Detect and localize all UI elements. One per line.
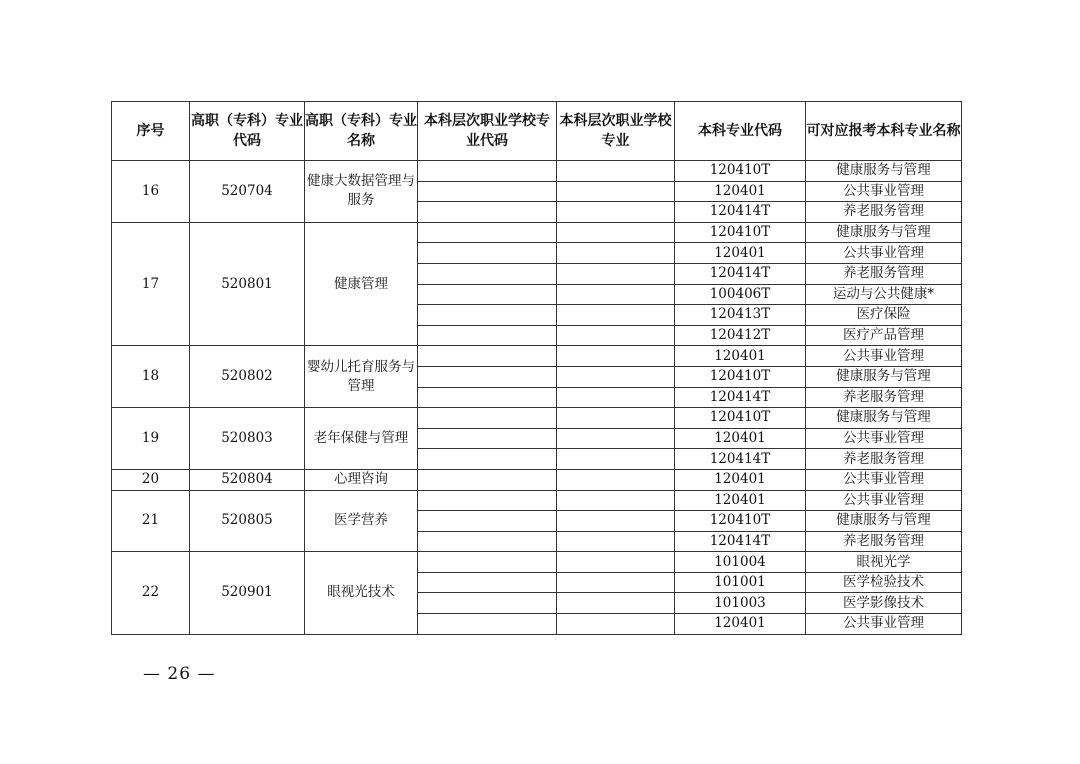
bkzy-major-cell [557,346,675,367]
table-row [112,469,962,490]
bkzy-code-cell [418,490,557,511]
bk-code-cell: 101003 [675,593,806,614]
bkzy-major-cell [557,305,675,326]
header-zk-code: 高职（专科）专业代码 [190,102,305,161]
table-row [112,552,962,573]
bkzy-major-cell [557,490,675,511]
seq-cell: 21 [112,490,190,552]
bk-code-cell: 120401 [675,614,806,635]
bkzy-code-cell [418,263,557,284]
bkzy-major-cell [557,593,675,614]
bk-code-cell: 120401 [675,490,806,511]
header-bkzy-code: 本科层次职业学校专业代码 [418,102,557,161]
bk-name-cell: 公共事业管理 [806,243,962,264]
bkzy-major-cell [557,181,675,202]
bk-name-cell: 健康服务与管理 [806,161,962,182]
table-row [112,222,962,243]
zk-code-cell: 520801 [190,222,305,346]
seq-cell: 17 [112,222,190,346]
bk-code-cell: 120414T [675,449,806,470]
zk-name-cell: 医学营养 [305,490,418,552]
zk-code-cell: 520803 [190,408,305,470]
bkzy-code-cell [418,325,557,346]
bk-name-cell: 养老服务管理 [806,263,962,284]
header-bk-code: 本科专业代码 [675,102,806,161]
bk-name-cell: 养老服务管理 [806,531,962,552]
zk-code-cell: 520804 [190,469,305,490]
bkzy-code-cell [418,243,557,264]
zk-name-cell: 老年保健与管理 [305,408,418,470]
bkzy-major-cell [557,572,675,593]
bkzy-code-cell [418,222,557,243]
bkzy-major-cell [557,552,675,573]
bk-code-cell: 101004 [675,552,806,573]
bkzy-code-cell [418,408,557,429]
bk-name-cell: 医疗产品管理 [806,325,962,346]
seq-cell: 22 [112,552,190,634]
zk-name-cell: 眼视光技术 [305,552,418,634]
bkzy-code-cell [418,428,557,449]
bkzy-code-cell [418,284,557,305]
zk-name-cell: 婴幼儿托育服务与管理 [305,346,418,408]
bk-name-cell: 养老服务管理 [806,449,962,470]
zk-code-cell: 520805 [190,490,305,552]
bkzy-code-cell [418,511,557,532]
bkzy-code-cell [418,202,557,223]
zk-code-cell: 520901 [190,552,305,634]
bk-code-cell: 120410T [675,222,806,243]
bk-code-cell: 120401 [675,181,806,202]
bk-name-cell: 运动与公共健康* [806,284,962,305]
major-table [111,101,962,635]
table-row [112,490,962,511]
bk-name-cell: 健康服务与管理 [806,511,962,532]
bkzy-code-cell [418,387,557,408]
bkzy-major-cell [557,243,675,264]
bkzy-major-cell [557,511,675,532]
bk-code-cell: 120414T [675,263,806,284]
bkzy-code-cell [418,449,557,470]
bk-code-cell: 120414T [675,387,806,408]
bk-name-cell: 公共事业管理 [806,469,962,490]
bk-name-cell: 医学检验技术 [806,572,962,593]
seq-cell: 19 [112,408,190,470]
bkzy-code-cell [418,469,557,490]
bkzy-code-cell [418,572,557,593]
bkzy-major-cell [557,366,675,387]
bkzy-major-cell [557,387,675,408]
bk-name-cell: 医学影像技术 [806,593,962,614]
bk-code-cell: 120414T [675,531,806,552]
bk-name-cell: 公共事业管理 [806,614,962,635]
bk-code-cell: 120410T [675,161,806,182]
table-row [112,161,962,182]
bkzy-major-cell [557,614,675,635]
bkzy-major-cell [557,449,675,470]
bk-name-cell: 公共事业管理 [806,346,962,367]
header-bkzy-major: 本科层次职业学校专业 [557,102,675,161]
table-body [112,161,962,635]
seq-cell: 16 [112,161,190,223]
zk-name-cell: 健康大数据管理与服务 [305,161,418,223]
bkzy-code-cell [418,181,557,202]
bk-code-cell: 120413T [675,305,806,326]
bk-code-cell: 120410T [675,366,806,387]
bk-code-cell: 120401 [675,243,806,264]
zk-name-cell: 健康管理 [305,222,418,346]
bkzy-major-cell [557,284,675,305]
header-zk-name: 高职（专科）专业名称 [305,102,418,161]
bk-code-cell: 120410T [675,511,806,532]
bk-code-cell: 100406T [675,284,806,305]
bk-name-cell: 公共事业管理 [806,490,962,511]
seq-cell: 20 [112,469,190,490]
seq-cell: 18 [112,346,190,408]
bk-name-cell: 养老服务管理 [806,202,962,223]
bkzy-code-cell [418,305,557,326]
bkzy-major-cell [557,222,675,243]
zk-code-cell: 520704 [190,161,305,223]
bk-name-cell: 公共事业管理 [806,428,962,449]
bkzy-major-cell [557,531,675,552]
bk-name-cell: 健康服务与管理 [806,366,962,387]
bk-code-cell: 120401 [675,428,806,449]
bk-name-cell: 健康服务与管理 [806,222,962,243]
zk-name-cell: 心理咨询 [305,469,418,490]
bkzy-code-cell [418,346,557,367]
bkzy-code-cell [418,161,557,182]
bk-name-cell: 健康服务与管理 [806,408,962,429]
bkzy-major-cell [557,469,675,490]
bkzy-major-cell [557,263,675,284]
bk-code-cell: 120401 [675,469,806,490]
bk-code-cell: 101001 [675,572,806,593]
bkzy-code-cell [418,614,557,635]
header-bk-name: 可对应报考本科专业名称 [806,102,962,161]
bk-name-cell: 养老服务管理 [806,387,962,408]
bkzy-major-cell [557,408,675,429]
table-row [112,346,962,367]
bk-name-cell: 医疗保险 [806,305,962,326]
table-row [112,408,962,429]
bk-code-cell: 120410T [675,408,806,429]
bkzy-major-cell [557,325,675,346]
bkzy-code-cell [418,366,557,387]
header-seq: 序号 [112,102,190,161]
zk-code-cell: 520802 [190,346,305,408]
bkzy-code-cell [418,531,557,552]
bkzy-code-cell [418,593,557,614]
bkzy-major-cell [557,202,675,223]
bk-name-cell: 公共事业管理 [806,181,962,202]
bkzy-major-cell [557,161,675,182]
bkzy-major-cell [557,428,675,449]
header-row [112,102,962,161]
page-number: — 26 — [143,664,216,684]
bk-code-cell: 120414T [675,202,806,223]
bk-name-cell: 眼视光学 [806,552,962,573]
bk-code-cell: 120401 [675,346,806,367]
bk-code-cell: 120412T [675,325,806,346]
bkzy-code-cell [418,552,557,573]
